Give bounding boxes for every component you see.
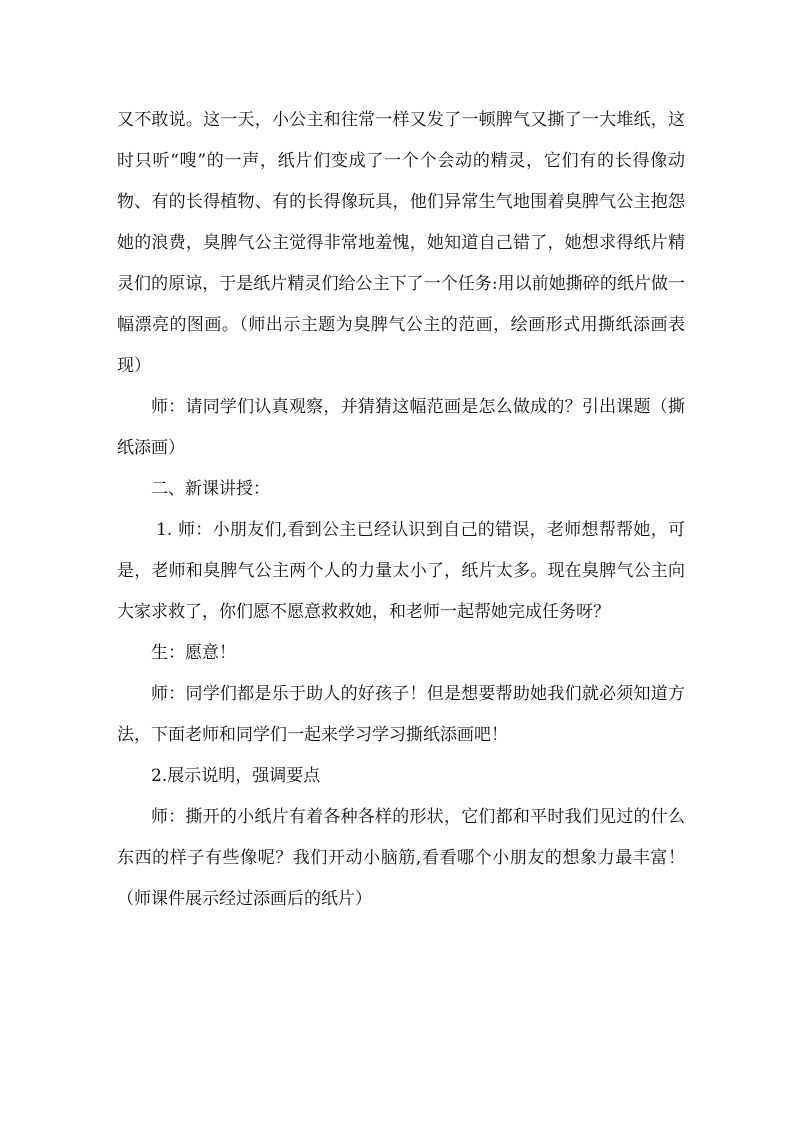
document-body (117, 100, 685, 920)
section-heading-new-lesson: 二、新课讲授： (151, 479, 270, 499)
paragraph-student-reply: 生：愿意！ (151, 643, 236, 663)
paragraph-teacher-shapes: 师：撕开的小纸片有着各种各样的形状，它们都和平时我们见过的什么东西的样子有些像呢？我们开动小脑筋,看看哪个小朋友的想象力最丰富！（师课件展示经过添画后的纸片） (117, 807, 685, 909)
paragraph-story-continuation: 又不敢说。这一天，小公主和往常一样又发了一顿脾气又撕了一大堆纸，这时只听“嗖”的一声，纸片们变成了一个个会动的精灵，它们有的长得像动物、有的长得植物、有的长得像玩具，他们异常生气地围着臭脾气公主抱怨她的浪费，臭脾气公主觉得非常地羞愧，她知道自己错了，她想求得纸片精灵们的原谅，于是纸片精灵们给公主下了一个任务:用以前她撕碎的纸片做一幅漂亮的图画。（师出示主题为臭脾气公主的范画，绘画形式用撕纸添画表现） (117, 110, 685, 376)
paragraph-step-1: 1. 师：小朋友们,看到公主已经认识到自己的错误，老师想帮帮她，可是，老师和臭脾气公主两个人的力量太小了，纸片太多。现在臭脾气公主向大家求救了，你们愿不愿意救救她，和老师一起帮她完成任务呀？ (117, 520, 685, 622)
paragraph-teacher-method: 师：同学们都是乐于助人的好孩子！但是想要帮助她我们就必须知道方法，下面老师和同学们一起来学习学习撕纸添画吧！ (117, 684, 685, 745)
paragraph-teacher-observe: 师：请同学们认真观察，并猜猜这幅范画是怎么做成的？引出课题（撕纸添画） (117, 397, 685, 458)
paragraph-step-2-heading: 2.展示说明，强调要点 (151, 766, 321, 786)
